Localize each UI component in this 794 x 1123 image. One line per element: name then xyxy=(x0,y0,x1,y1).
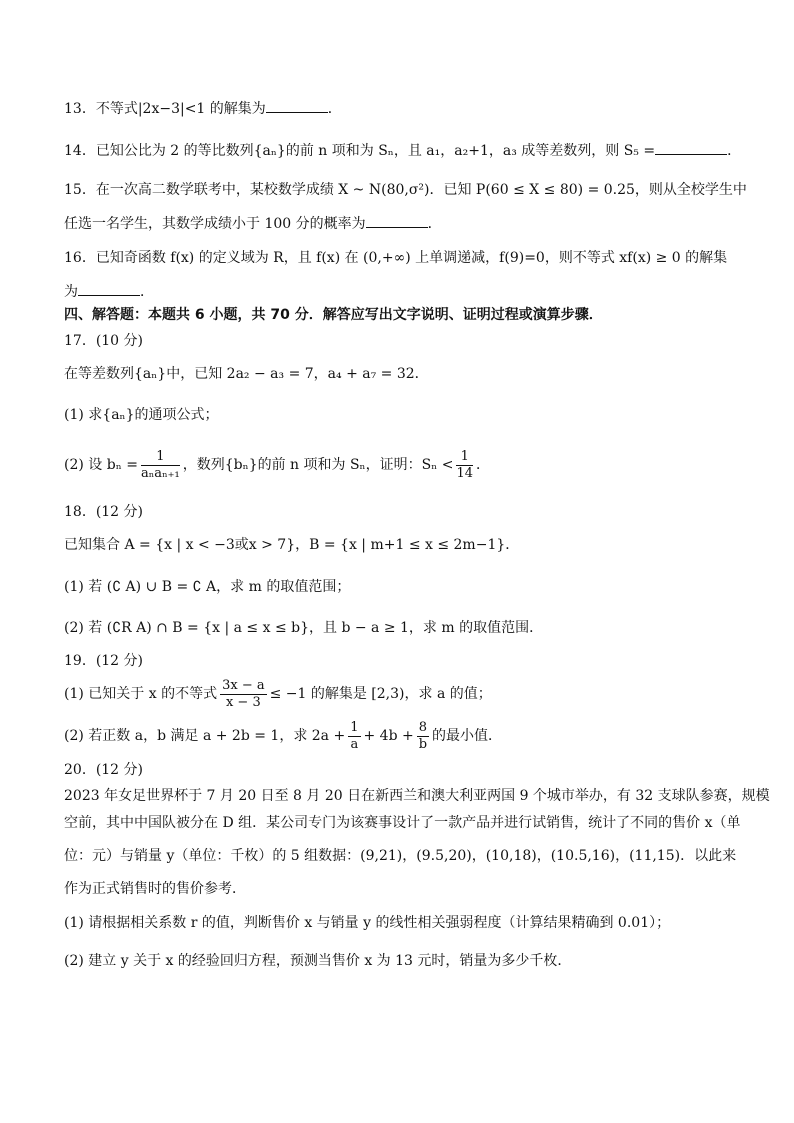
question-17-part-2: (2) 设 bₙ = $\frac{1}{\text{aₙaₙ₊₁}}$ ，数列{bₙ}的前 n 项和为 Sₙ，证明：Sₙ < $\frac{1}{14}$ ． xyxy=(64,448,490,481)
answer-blank-13[interactable] xyxy=(266,98,328,113)
question-16-line1: 16．已知奇函数 f(x) 的定义域为 R，且 f(x) 在 (0,+∞) 上单调递减，f(9)=0，则不等式 xf(x) ≥ 0 的解集 xyxy=(64,250,728,266)
question-20-part-2: (2) 建立 y 关于 x 的经验回归方程，预测当售价 x 为 13 元时，销量为多少千枚． xyxy=(64,953,572,969)
question-20-line1: 2023 年女足世界杯于 7 月 20 日至 8 月 20 日在新西兰和澳大利亚两国 9 个城市举办，有 32 支球队参赛，规模 xyxy=(64,788,770,804)
question-19-part-1: (1) 已知关于 x 的不等式 $\frac{3x - a}{x - 3}$ ≤ −1 的解集是 [2,3)，求 a 的值； xyxy=(64,677,492,710)
question-13: 13．不等式|2x−3|<1 的解集为 ． xyxy=(64,98,730,119)
question-16-line2: 为 ． xyxy=(64,281,730,302)
question-18-part-1: (1) 若 (∁ A) ∪ B = ∁ A，求 m 的取值范围； xyxy=(64,579,351,595)
answer-blank-14[interactable] xyxy=(655,140,727,155)
question-20-part-1: (1) 请根据相关系数 r 的值，判断售价 x 与销量 y 的线性相关强弱程度（计算结果精确到 0.01）； xyxy=(64,915,671,931)
question-19-header: 19．(12 分) xyxy=(64,653,144,669)
section-heading-4: 四、解答题：本题共 6 小题，共 70 分．解答应写出文字说明、证明过程或演算步骤． xyxy=(64,307,603,323)
fraction-bn: $\frac{1}{\text{aₙaₙ₊₁}}$ xyxy=(140,448,180,481)
question-20-line2: 空前，其中中国队被分在 D 组．某公司专门为该赛事设计了一款产品并进行试销售，统计了不同的售价 x（单 xyxy=(64,815,741,831)
question-15-line2: 任选一名学生，其数学成绩小于 100 分的概率为 ． xyxy=(64,213,730,234)
fraction-one-over-a: $\frac{1}{a}$ xyxy=(350,719,359,752)
question-18-stem: 已知集合 A = {x | x < −3或x > 7}，B = {x | m+1 ≤ x ≤ 2m−1}． xyxy=(64,537,520,553)
question-17-header: 17．(10 分) xyxy=(64,333,144,349)
question-14: 14．已知公比为 2 的等比数列{aₙ}的前 n 项和为 Sₙ，且 a₁，a₂+1，a₃ 成等差数列，则 S₅ = ． xyxy=(64,140,730,161)
fraction-one-fourteenth: $\frac{1}{14}$ xyxy=(456,448,473,481)
question-19-part-2: (2) 若正数 a，b 满足 a + 2b = 1，求 2a + $\frac{1}{a}$ + 4b + $\frac{8}{b}$ 的最小值． xyxy=(64,719,503,752)
question-18-header: 18．(12 分) xyxy=(64,504,144,520)
question-20-line4: 作为正式销售时的售价参考． xyxy=(64,881,246,897)
fraction-eight-over-b: $\frac{8}{b}$ xyxy=(418,719,428,752)
answer-blank-15[interactable] xyxy=(366,213,428,228)
fraction-inequality: $\frac{3x - a}{x - 3}$ xyxy=(222,677,265,710)
question-20-line3: 位：元）与销量 y（单位：千枚）的 5 组数据：(9,21)，(9.5,20)，(10,18)，(10.5,16)，(11,15)．以此来 xyxy=(64,848,737,864)
question-17-stem: 在等差数列{aₙ}中，已知 2a₂ − a₃ = 7，a₄ + a₇ = 32． xyxy=(64,366,429,382)
question-15-line1: 15．在一次高二数学联考中，某校数学成绩 X ~ N(80,σ²)．已知 P(60 ≤ X ≤ 80) = 0.25，则从全校学生中 xyxy=(64,182,747,198)
question-18-part-2: (2) 若 (∁R A) ∩ B = {x | a ≤ x ≤ b}，且 b − a ≥ 1，求 m 的取值范围． xyxy=(64,620,544,636)
question-20-header: 20．(12 分) xyxy=(64,762,144,778)
question-17-part-1: (1) 求{aₙ}的通项公式； xyxy=(64,407,219,423)
answer-blank-16[interactable] xyxy=(78,281,140,296)
